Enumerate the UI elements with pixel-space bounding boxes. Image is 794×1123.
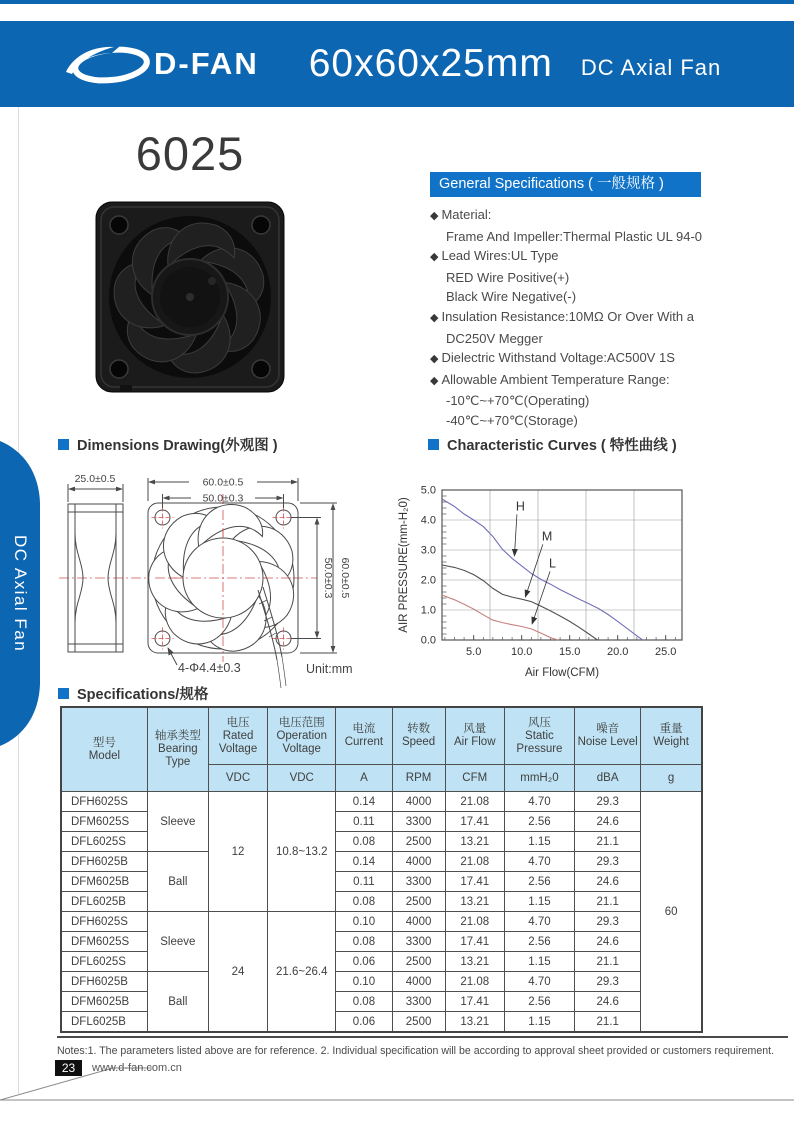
dim-width-outer: 60.0±0.5 bbox=[202, 476, 244, 489]
spec-text: RED Wire Positive(+) bbox=[446, 269, 570, 285]
airflow-cell: 17.41 bbox=[445, 812, 504, 832]
svg-text:3.0: 3.0 bbox=[420, 544, 436, 557]
svg-text:5.0: 5.0 bbox=[466, 646, 482, 658]
model-cell: DFM6025S bbox=[61, 812, 147, 832]
spec-line bbox=[430, 329, 770, 349]
curve-label-H: H bbox=[515, 499, 525, 514]
current-cell: 0.08 bbox=[336, 932, 392, 952]
dfan-logo-icon bbox=[64, 41, 152, 87]
airflow-cell: 17.41 bbox=[445, 992, 504, 1012]
speed-cell: 3300 bbox=[392, 812, 445, 832]
website-text: www.d-fan.com.cn bbox=[92, 1062, 182, 1074]
spec-text: Insulation Resistance:10MΩ Or Over With a bbox=[441, 308, 694, 324]
airflow-cell: 21.08 bbox=[445, 912, 504, 932]
pressure-cell: 1.15 bbox=[504, 892, 574, 912]
dimensions-section-title bbox=[58, 434, 278, 455]
unit-noise: dBA bbox=[575, 765, 641, 792]
range-cell: 21.6~26.4 bbox=[268, 912, 336, 1033]
airflow-cell: 21.08 bbox=[445, 852, 504, 872]
current-cell: 0.06 bbox=[336, 952, 392, 972]
chart-ticks bbox=[442, 496, 675, 640]
noise-cell: 24.6 bbox=[575, 872, 641, 892]
col-weight: 重量 Weight bbox=[641, 707, 702, 765]
col-operation-voltage: 电压范围 Operation Voltage bbox=[268, 707, 336, 765]
noise-cell: 21.1 bbox=[575, 892, 641, 912]
speed-cell: 3300 bbox=[392, 932, 445, 952]
svg-text:25.0: 25.0 bbox=[654, 646, 677, 658]
current-cell: 0.08 bbox=[336, 992, 392, 1012]
spec-text: Lead Wires:UL Type bbox=[441, 248, 559, 264]
voltage-cell: 24 bbox=[208, 912, 267, 1033]
side-tab-label: DC Axial Fan bbox=[11, 534, 30, 653]
spec-text: -10℃~+70℃(Operating) bbox=[446, 393, 590, 409]
airflow-cell: 13.21 bbox=[445, 892, 504, 912]
table-row bbox=[61, 912, 702, 932]
col-rated-voltage: 电压 Rated Voltage bbox=[208, 707, 267, 765]
notes-divider bbox=[57, 1036, 788, 1038]
svg-text:2.0: 2.0 bbox=[420, 574, 436, 587]
unit-airflow: CFM bbox=[445, 765, 504, 792]
noise-cell: 21.1 bbox=[575, 952, 641, 972]
airflow-cell: 17.41 bbox=[445, 932, 504, 952]
specs-title-text: Specifications/规格 bbox=[77, 687, 209, 703]
pressure-cell: 4.70 bbox=[504, 852, 574, 872]
pressure-cell: 2.56 bbox=[504, 992, 574, 1012]
diamond-bullet-icon: ◆ bbox=[430, 311, 439, 324]
bearing-cell: Ball bbox=[147, 972, 208, 1033]
spec-line bbox=[430, 227, 770, 247]
bearing-cell: Sleeve bbox=[147, 792, 208, 852]
current-cell: 0.08 bbox=[336, 892, 392, 912]
pressure-cell: 1.15 bbox=[504, 832, 574, 852]
speed-cell: 2500 bbox=[392, 1012, 445, 1033]
speed-cell: 2500 bbox=[392, 832, 445, 852]
drawing-impeller bbox=[138, 491, 307, 657]
svg-text:4.0: 4.0 bbox=[420, 514, 436, 527]
bearing-cell: Ball bbox=[147, 852, 208, 912]
airflow-cell: 21.08 bbox=[445, 792, 504, 812]
svg-text:10.0: 10.0 bbox=[510, 646, 533, 658]
svg-text:0.0: 0.0 bbox=[420, 634, 436, 647]
current-cell: 0.14 bbox=[336, 792, 392, 812]
pressure-cell: 1.15 bbox=[504, 1012, 574, 1033]
unit-speed: RPM bbox=[392, 765, 445, 792]
col-static-pressure: 风压 Static Pressure bbox=[504, 707, 574, 765]
pressure-cell: 2.56 bbox=[504, 812, 574, 832]
current-cell: 0.11 bbox=[336, 812, 392, 832]
spec-line bbox=[430, 391, 770, 411]
spec-table-body bbox=[61, 792, 702, 1033]
current-cell: 0.14 bbox=[336, 852, 392, 872]
airflow-cell: 17.41 bbox=[445, 872, 504, 892]
spec-line bbox=[430, 307, 770, 329]
noise-cell: 24.6 bbox=[575, 932, 641, 952]
unit-current: A bbox=[336, 765, 392, 792]
airflow-cell: 13.21 bbox=[445, 952, 504, 972]
spec-text: Dielectric Withstand Voltage:AC500V 1S bbox=[441, 350, 675, 366]
model-cell: DFH6025B bbox=[61, 972, 147, 992]
svg-text:1.0: 1.0 bbox=[420, 604, 436, 617]
model-cell: DFM6025B bbox=[61, 992, 147, 1012]
speed-cell: 4000 bbox=[392, 792, 445, 812]
diamond-bullet-icon: ◆ bbox=[430, 251, 439, 264]
general-specs-title-bar: General Specifications ( 一般规格 ) bbox=[430, 172, 701, 197]
unit-operation-voltage: VDC bbox=[268, 765, 336, 792]
page-number-badge: 23 bbox=[55, 1060, 82, 1076]
model-cell: DFH6025S bbox=[61, 912, 147, 932]
current-cell: 0.10 bbox=[336, 912, 392, 932]
table-row bbox=[61, 792, 702, 812]
dimensions-drawing bbox=[55, 458, 400, 690]
fan-size-title: 60x60x25mm bbox=[308, 42, 553, 85]
dimensions-title-text: Dimensions Drawing(外观图 ) bbox=[77, 438, 278, 454]
pressure-cell: 4.70 bbox=[504, 972, 574, 992]
speed-cell: 4000 bbox=[392, 972, 445, 992]
pressure-cell: 2.56 bbox=[504, 932, 574, 952]
col-speed: 转数 Speed bbox=[392, 707, 445, 765]
unit-weight: g bbox=[641, 765, 702, 792]
voltage-cell: 12 bbox=[208, 792, 267, 912]
noise-cell: 24.6 bbox=[575, 992, 641, 1012]
spec-line bbox=[430, 268, 770, 288]
page-header bbox=[0, 21, 794, 107]
col-airflow: 风量 Air Flow bbox=[445, 707, 504, 765]
dim-hole-pitch: 50.0±0.3 bbox=[202, 492, 244, 505]
airflow-cell: 21.08 bbox=[445, 972, 504, 992]
airflow-cell: 13.21 bbox=[445, 832, 504, 852]
curve-L bbox=[442, 595, 558, 640]
curves-section-title bbox=[428, 434, 677, 455]
model-cell: DFL6025S bbox=[61, 832, 147, 852]
current-cell: 0.08 bbox=[336, 832, 392, 852]
noise-cell: 21.1 bbox=[575, 1012, 641, 1033]
curve-M bbox=[442, 565, 598, 640]
current-cell: 0.10 bbox=[336, 972, 392, 992]
spec-line bbox=[430, 246, 770, 268]
general-specs-list bbox=[430, 205, 770, 431]
svg-text:20.0: 20.0 bbox=[606, 646, 629, 658]
top-accent-strip bbox=[0, 0, 794, 4]
table-header-row bbox=[61, 707, 702, 765]
dim-holes-label: 4-Φ4.4±0.3 bbox=[178, 661, 241, 675]
specifications-table bbox=[60, 706, 703, 1033]
weight-cell: 60 bbox=[641, 792, 702, 1033]
curve-label-L: L bbox=[549, 556, 556, 571]
notes-text: Notes:1. The parameters listed above are for reference. 2. Individual specification will be according to approval sheet provided or customers requirement. bbox=[57, 1045, 775, 1057]
unit-label: Unit:mm bbox=[306, 662, 353, 676]
col-noise: 噪音 Noise Level bbox=[575, 707, 641, 765]
blue-square-icon bbox=[58, 439, 69, 450]
model-cell: DFH6025S bbox=[61, 792, 147, 812]
diamond-bullet-icon: ◆ bbox=[430, 353, 439, 366]
spec-line bbox=[430, 348, 770, 370]
product-type-title: DC Axial Fan bbox=[580, 55, 722, 80]
table-row bbox=[61, 972, 702, 992]
speed-cell: 4000 bbox=[392, 852, 445, 872]
unit-static-pressure: mmH₂0 bbox=[504, 765, 574, 792]
noise-cell: 29.3 bbox=[575, 972, 641, 992]
bearing-cell: Sleeve bbox=[147, 912, 208, 972]
col-model: 型号 Model bbox=[61, 707, 147, 792]
table-row bbox=[61, 852, 702, 872]
diamond-bullet-icon: ◆ bbox=[430, 374, 439, 387]
spec-line bbox=[430, 205, 770, 227]
curve-label-M: M bbox=[541, 529, 553, 544]
noise-cell: 21.1 bbox=[575, 832, 641, 852]
svg-text:15.0: 15.0 bbox=[558, 646, 581, 658]
col-bearing: 轴承类型 Bearing Type bbox=[147, 707, 208, 792]
noise-cell: 29.3 bbox=[575, 792, 641, 812]
model-cell: DFH6025B bbox=[61, 852, 147, 872]
spec-line bbox=[430, 411, 770, 431]
characteristic-chart bbox=[395, 455, 794, 690]
pressure-cell: 1.15 bbox=[504, 952, 574, 972]
brand-text: D-FAN bbox=[154, 46, 259, 81]
noise-cell: 24.6 bbox=[575, 812, 641, 832]
speed-cell: 3300 bbox=[392, 992, 445, 1012]
speed-cell: 4000 bbox=[392, 912, 445, 932]
spec-text: -40℃~+70℃(Storage) bbox=[446, 412, 578, 428]
model-cell: DFL6025B bbox=[61, 892, 147, 912]
pressure-cell: 2.56 bbox=[504, 872, 574, 892]
dim-height-pitch: 50.0±0.3 bbox=[322, 557, 334, 599]
dim-depth: 25.0±0.5 bbox=[74, 473, 116, 485]
col-current: 电流 Current bbox=[336, 707, 392, 765]
curves-title-text: Characteristic Curves ( 特性曲线 ) bbox=[447, 438, 677, 454]
current-cell: 0.06 bbox=[336, 1012, 392, 1033]
airflow-cell: 13.21 bbox=[445, 1012, 504, 1033]
pressure-cell: 4.70 bbox=[504, 792, 574, 812]
spec-line bbox=[430, 370, 770, 392]
noise-cell: 29.3 bbox=[575, 912, 641, 932]
current-cell: 0.11 bbox=[336, 872, 392, 892]
noise-cell: 29.3 bbox=[575, 852, 641, 872]
spec-text: Allowable Ambient Temperature Range: bbox=[441, 371, 670, 387]
speed-cell: 2500 bbox=[392, 892, 445, 912]
model-cell: DFM6025B bbox=[61, 872, 147, 892]
chart-annotations bbox=[514, 499, 556, 623]
unit-rated-voltage: VDC bbox=[208, 765, 267, 792]
model-cell: DFL6025B bbox=[61, 1012, 147, 1033]
diamond-bullet-icon: ◆ bbox=[430, 210, 439, 222]
speed-cell: 3300 bbox=[392, 872, 445, 892]
model-cell: DFM6025S bbox=[61, 932, 147, 952]
svg-text:5.0: 5.0 bbox=[420, 484, 436, 497]
spec-text: Frame And Impeller:Thermal Plastic UL 94-0 bbox=[446, 228, 703, 244]
range-cell: 10.8~13.2 bbox=[268, 792, 336, 912]
chart-y-axis-title: AIR PRESSURE(mm-H₂0) bbox=[398, 497, 410, 633]
model-cell: DFL6025S bbox=[61, 952, 147, 972]
spec-text: Material: bbox=[441, 207, 492, 222]
speed-cell: 2500 bbox=[392, 952, 445, 972]
fan-product-photo bbox=[92, 196, 288, 396]
dim-height-outer: 60.0±0.5 bbox=[339, 557, 351, 599]
pressure-cell: 4.70 bbox=[504, 912, 574, 932]
chart-x-axis-title: Air Flow(CFM) bbox=[524, 667, 600, 679]
spec-line bbox=[430, 287, 770, 307]
spec-text: DC250V Megger bbox=[446, 330, 543, 346]
blue-square-icon bbox=[428, 439, 439, 450]
model-number-heading: 6025 bbox=[135, 127, 245, 180]
spec-text: Black Wire Negative(-) bbox=[446, 289, 577, 305]
